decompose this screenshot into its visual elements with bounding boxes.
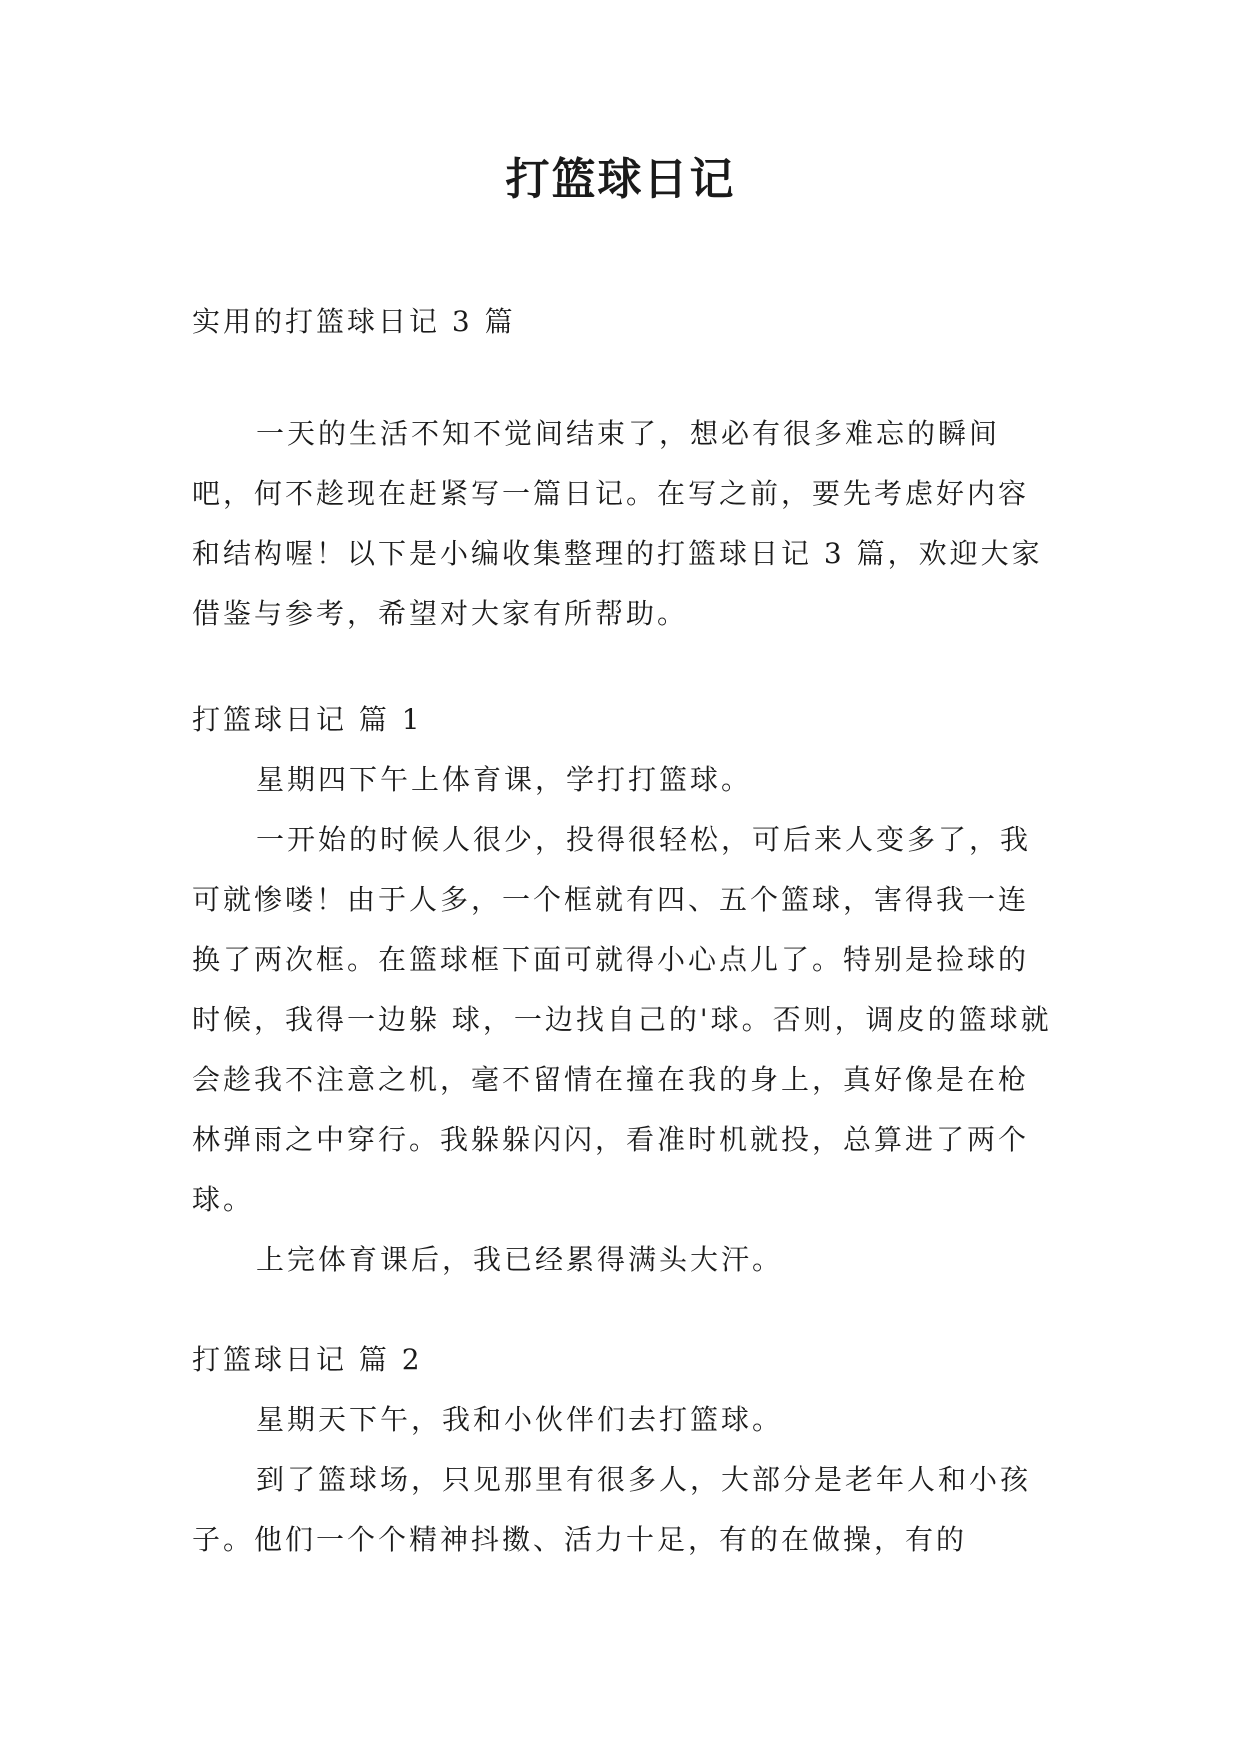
section-heading: 打篮球日记 篇 2 — [192, 1343, 423, 1376]
section-paragraph: 上完体育课后，我已经累得满头大汗。 — [256, 1243, 784, 1276]
intro-paragraph: 一天的生活不知不觉间结束了，想必有很多难忘的瞬间吧，何不趁现在赶紧写一篇日记。在写之前，要先考虑好内容和结构喔！以下是小编收集整理的打篮球日记 3 篇，欢迎大家借鉴与参考，希望对大家有所帮助。 — [192, 417, 1043, 630]
section-paragraph: 一开始的时候人很少，投得很轻松，可后来人变多了，我可就惨喽！由于人多，一个框就有四、五个篮球，害得我一连换了两次框。在篮球框下面可就得小心点儿了。特别是捡球的时候，我得一边躲 球，一边找自己的'球。否则，调皮的篮球就会趁我不注意之机，毫不留情在撞在我的身上，真好像是在枪林弹雨之中穿行。我躲躲闪闪，看准时机就投，总算进了两个球。 — [192, 823, 1052, 1216]
section-heading: 打篮球日记 篇 1 — [192, 703, 423, 736]
diary-section-2 — [192, 1330, 1054, 1570]
section-paragraph: 星期四下午上体育课，学打打篮球。 — [256, 763, 753, 796]
section-paragraph: 星期天下午，我和小伙伴们去打篮球。 — [256, 1403, 784, 1436]
document-subtitle — [192, 292, 1054, 352]
intro-section — [192, 404, 1054, 644]
section-paragraph: 到了篮球场，只见那里有很多人，大部分是老年人和小孩子。他们一个个精神抖擞、活力十足，有的在做操，有的 — [192, 1463, 1032, 1556]
subtitle-text: 实用的打篮球日记 3 篇 — [192, 305, 516, 338]
diary-section-1 — [192, 690, 1054, 1290]
document-title: 打篮球日记 — [505, 154, 736, 205]
